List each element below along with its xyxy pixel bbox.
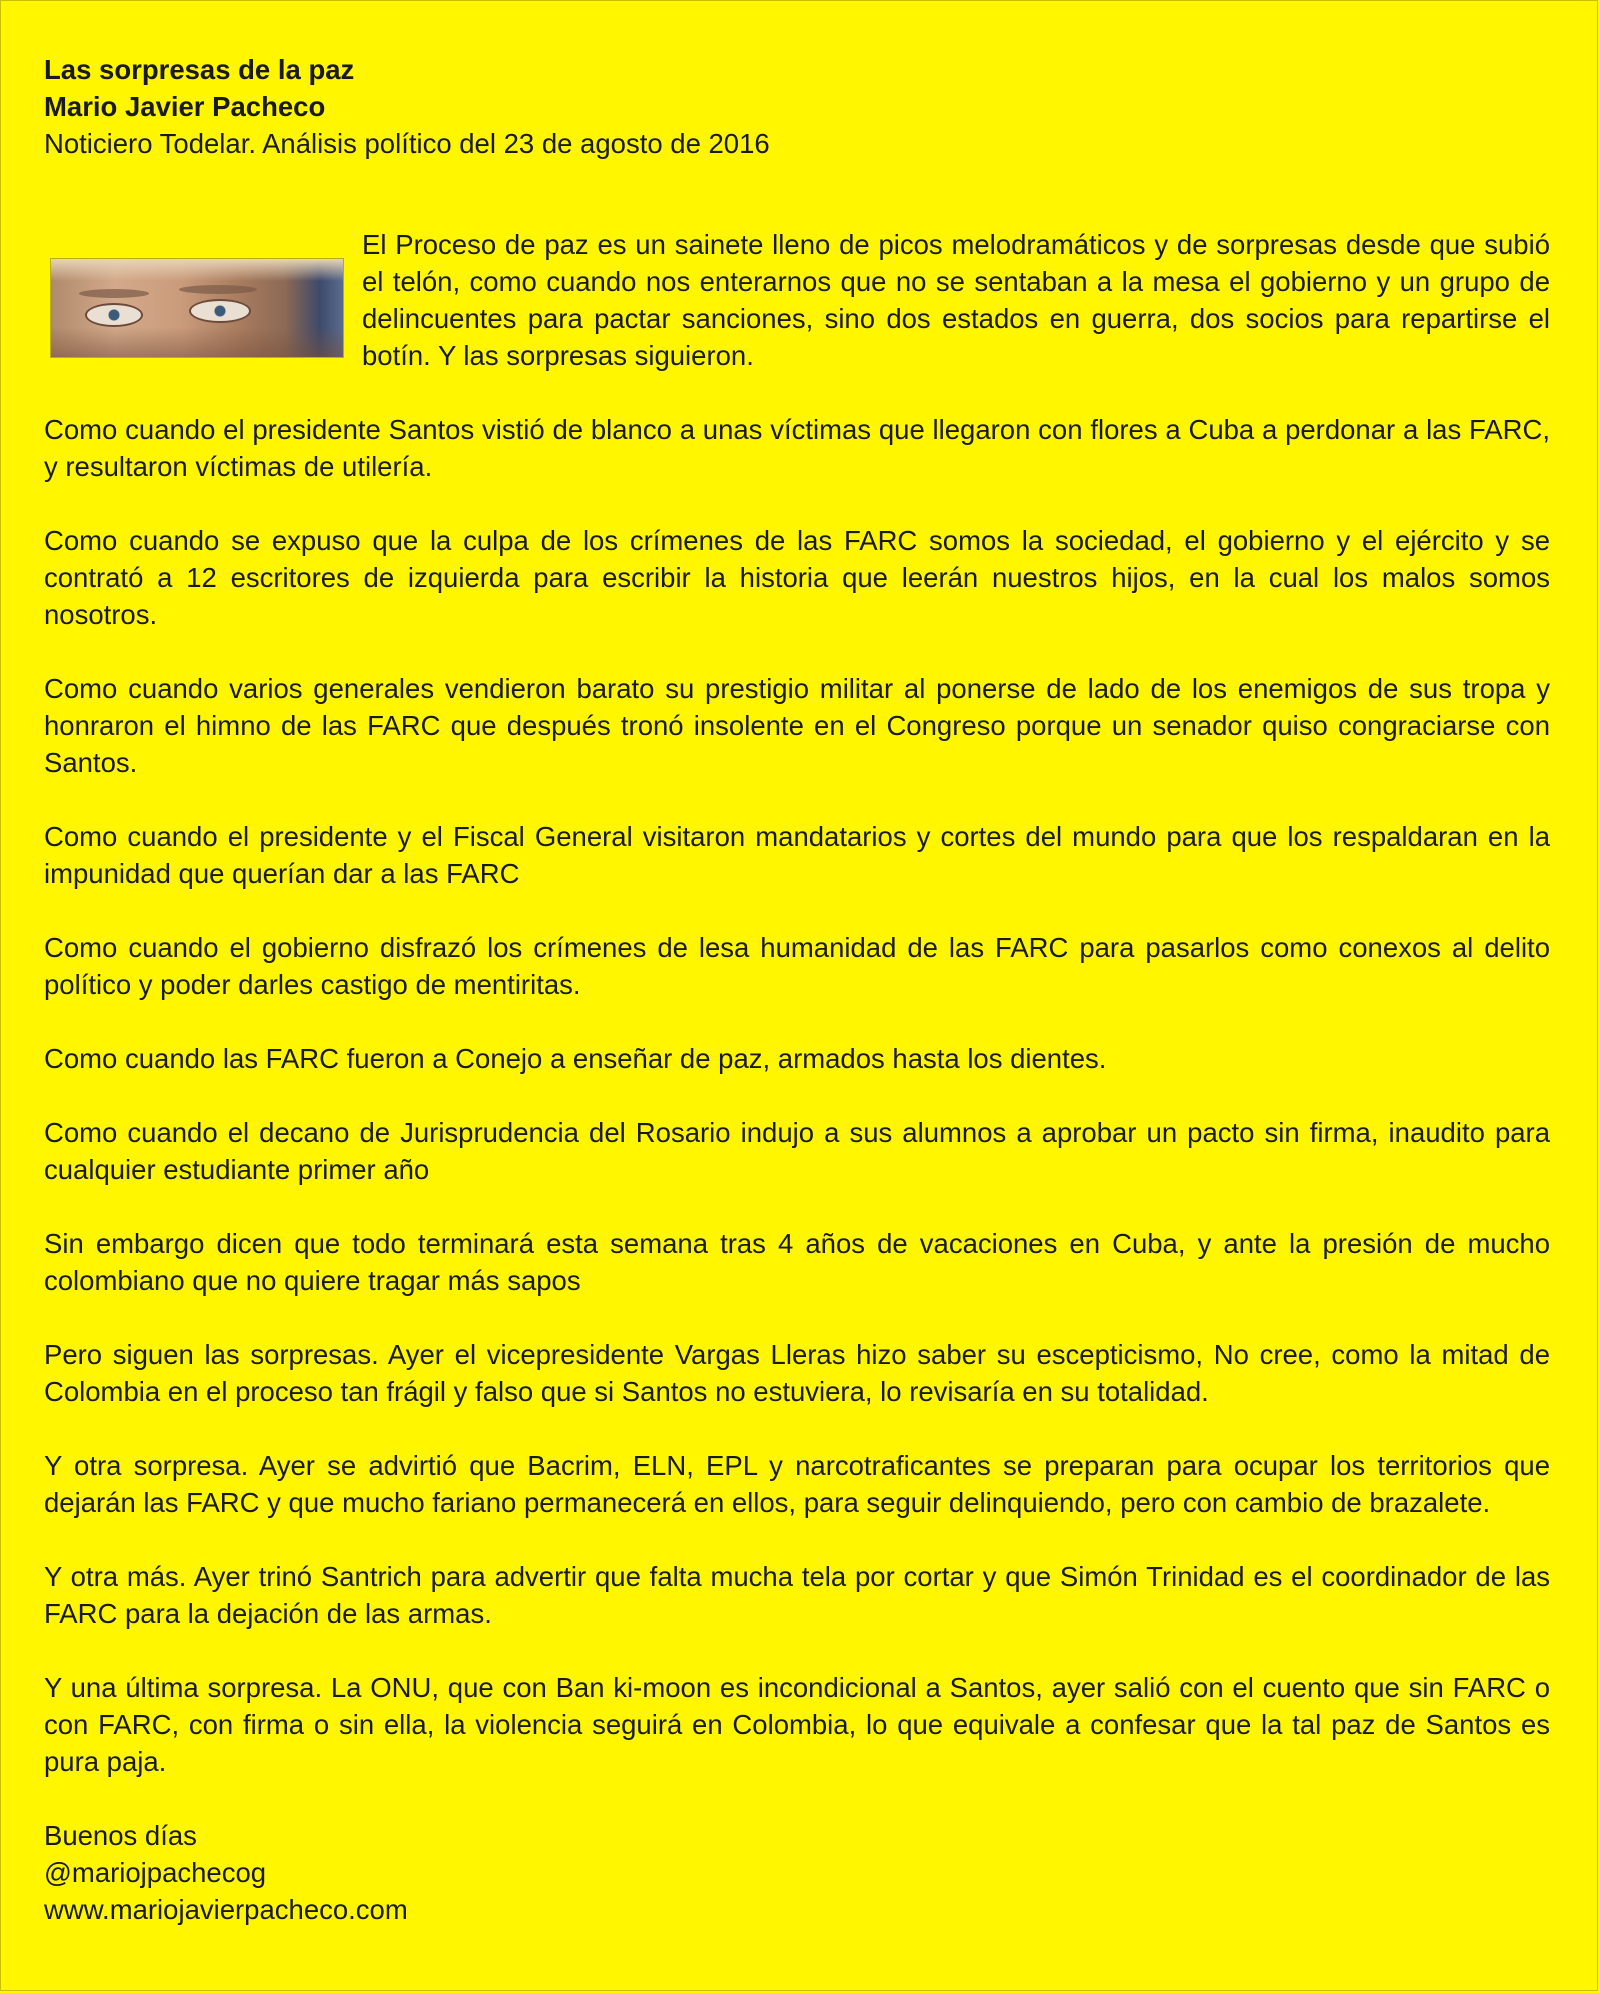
- paragraph: Sin embargo dicen que todo terminará esta semana tras 4 años de vacaciones en Cuba, y ante la presión de mucho colombiano que no quiere tragar más sapos: [44, 1228, 1550, 1296]
- intro-paragraph: El Proceso de paz es un sainete lleno de picos melodramáticos y de sorpresas desde que subió el telón, como cuando nos enterarnos que no se sentaban a la mesa el gobierno y un grupo de delincuentes para pactar sanciones, sino dos estados en guerra, dos socios para repartirse el botín. Y las sorpresas siguieron.: [362, 229, 1550, 371]
- paragraph: Pero siguen las sorpresas. Ayer el vicepresidente Vargas Lleras hizo saber su escepticismo, No cree, como la mitad de Colombia en el proceso tan frágil y falso que si Santos no estuviera, lo revisaría en su totalidad.: [44, 1339, 1550, 1407]
- article-body: [44, 411, 1550, 1780]
- paragraph: Y una última sorpresa. La ONU, que con Ban ki-moon es incondicional a Santos, ayer salió con el cuento que sin FARC o con FARC, con firma o sin ella, la violencia seguirá en Colombia, lo que equivale a confesar que la tal paz de Santos es pura paja.: [44, 1672, 1550, 1777]
- paragraph: Como cuando las FARC fueron a Conejo a enseñar de paz, armados hasta los dientes.: [44, 1043, 1107, 1074]
- twitter-handle: @mariojpachecog: [44, 1857, 267, 1888]
- paragraph: Como cuando varios generales vendieron barato su prestigio militar al ponerse de lado de los enemigos de sus tropa y honraron el himno de las FARC que después tronó insolente en el Congreso porque un senador quiso congraciarse con Santos.: [44, 673, 1550, 778]
- paragraph: Y otra sorpresa. Ayer se advirtió que Bacrim, ELN, EPL y narcotraficantes se preparan para ocupar los territorios que dejarán las FARC y que mucho fariano permanecerá en ellos, para seguir delinquiendo, pero con cambio de brazalete.: [44, 1450, 1550, 1518]
- paragraph: Como cuando el presidente y el Fiscal General visitaron mandatarios y cortes del mundo para que los respaldaran en la impunidad que querían dar a las FARC: [44, 821, 1550, 889]
- paragraph: Como cuando el presidente Santos vistió de blanco a unas víctimas que llegaron con flores a Cuba a perdonar a las FARC, y resultaron víctimas de utilería.: [44, 414, 1550, 482]
- author-name: Mario Javier Pacheco: [44, 91, 326, 122]
- closing-greeting: Buenos días: [44, 1820, 197, 1851]
- paragraph: Como cuando el gobierno disfrazó los crímenes de lesa humanidad de las FARC para pasarlos como conexos al delito político y poder darles castigo de mentiritas.: [44, 932, 1550, 1000]
- article-header: [44, 51, 1550, 162]
- paragraph: Y otra más. Ayer trinó Santrich para advertir que falta mucha tela por cortar y que Simón Trinidad es el coordinador de las FARC para la dejación de las armas.: [44, 1561, 1550, 1629]
- article-title: Las sorpresas de la paz: [44, 54, 355, 85]
- intro-block: [44, 226, 1550, 374]
- author-portrait-image: [50, 258, 344, 358]
- article: [44, 51, 1550, 1928]
- paragraph: Como cuando el decano de Jurisprudencia del Rosario indujo a sus alumnos a aprobar un pacto sin firma, inaudito para cualquier estudiante primer año: [44, 1117, 1550, 1185]
- website-url: www.mariojavierpacheco.com: [44, 1894, 408, 1925]
- closing-block: [44, 1817, 1550, 1928]
- source-line: Noticiero Todelar. Análisis político del 23 de agosto de 2016: [44, 128, 770, 159]
- paragraph: Como cuando se expuso que la culpa de los crímenes de las FARC somos la sociedad, el gobierno y el ejército y se contrató a 12 escritores de izquierda para escribir la historia que leerán nuestros hijos, en la cual los malos somos nosotros.: [44, 525, 1550, 630]
